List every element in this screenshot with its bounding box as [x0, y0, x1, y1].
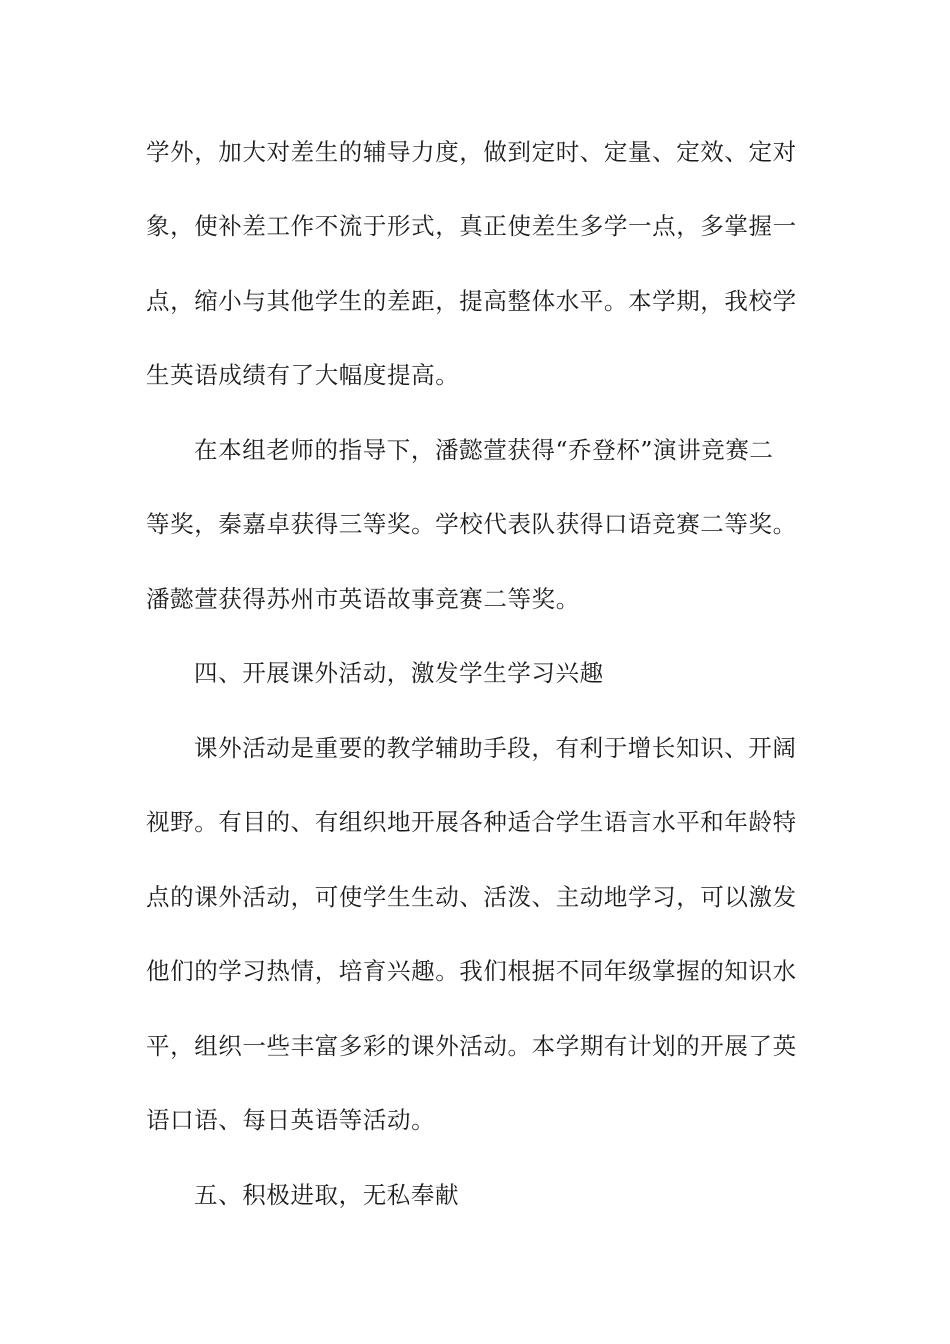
paragraph-first-line: 课外活动是重要的教学辅助手段，有利于增长知识、开阔: [194, 734, 797, 762]
text-line: 等奖，秦嘉卓获得三等奖。学校代表队获得口语竞赛二等奖。: [146, 510, 797, 538]
section-heading: 四、开展课外活动，激发学生学习兴趣: [194, 659, 604, 687]
section-heading: 五、积极进取，无私奉献: [194, 1181, 460, 1209]
text-line: 他们的学习热情，培育兴趣。我们根据不同年级掌握的知识水: [146, 957, 797, 985]
text-line: 象，使补差工作不流于形式，真正使差生多学一点，多掌握一: [146, 212, 797, 240]
text-line: 点，缩小与其他学生的差距，提高整体水平。本学期，我校学: [146, 287, 797, 315]
paragraph-first-line: 在本组老师的指导下，潘懿萱获得“乔登杯”演讲竞赛二: [194, 436, 774, 464]
text-line: 学外，加大对差生的辅导力度，做到定时、定量、定效、定对: [146, 138, 797, 166]
text-line: 潘懿萱获得苏州市英语故事竞赛二等奖。: [146, 585, 580, 613]
text-line: 生英语成绩有了大幅度提高。: [146, 361, 460, 389]
text-line: 平，组织一些丰富多彩的课外活动。本学期有计划的开展了英: [146, 1032, 797, 1060]
text-line: 语口语、每日英语等活动。: [146, 1106, 436, 1134]
text-line: 视野。有目的、有组织地开展各种适合学生语言水平和年龄特: [146, 808, 797, 836]
text-line: 点的课外活动，可使学生生动、活泼、主动地学习，可以激发: [146, 883, 797, 911]
